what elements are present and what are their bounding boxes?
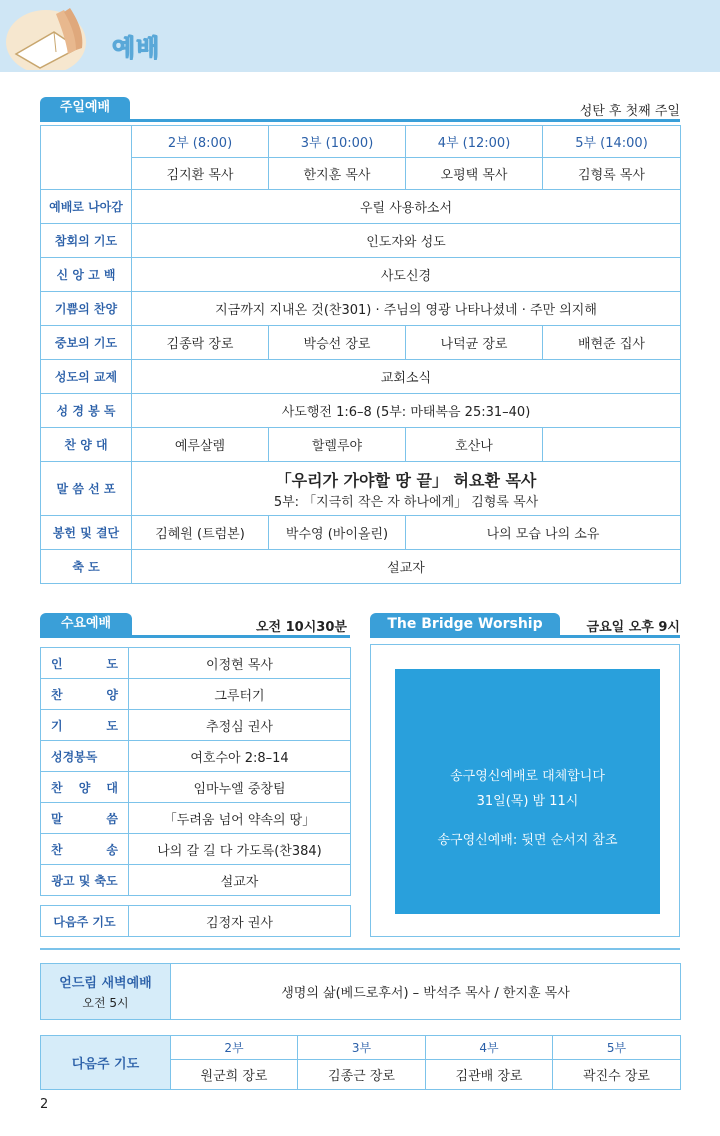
- row-label: 중보의 기도: [41, 326, 132, 360]
- next-week-service: 3부: [298, 1036, 426, 1060]
- row-value: 이정현 목사: [129, 648, 351, 679]
- row-value: 지금까지 지내온 것(찬301) · 주님의 영광 나타나셨네 · 주만 의지해: [132, 292, 681, 326]
- row-label: 찬 양 대: [41, 428, 132, 462]
- row-value: 「두려움 넘어 약속의 땅」: [129, 803, 351, 834]
- pastor-cell: 김형록 목사: [543, 158, 681, 190]
- wednesday-order-table: [40, 647, 351, 896]
- dawn-title: 얻드림 새벽예배: [59, 976, 152, 991]
- bridge-divider: [370, 635, 680, 638]
- next-week-name: 곽진수 장로: [553, 1060, 681, 1090]
- row-value: 나의 갈 길 다 가도록(찬384): [129, 834, 351, 865]
- sunday-divider: [40, 119, 680, 122]
- next-week-service: 5부: [553, 1036, 681, 1060]
- next-week-service: 4부: [426, 1036, 553, 1060]
- row-label: 예배로 나아감: [41, 190, 132, 224]
- pastor-cell: 오평택 목사: [406, 158, 543, 190]
- page-number: 2: [40, 1097, 49, 1112]
- bridge-section-label: The Bridge Worship: [370, 613, 560, 635]
- row-label: 봉헌 및 결단: [41, 516, 132, 550]
- sunday-section-label: 주일예배: [40, 97, 130, 119]
- sermon-sub: 5부: 「지극히 작은 자 하나에게」 김형록 목사: [273, 494, 539, 510]
- row-label: 성경봉독: [41, 741, 129, 772]
- next-week-prayer-table: [40, 1035, 681, 1090]
- bridge-time: 금요일 오후 9시: [586, 620, 680, 635]
- bridge-line1: 송구영신예배로 대체합니다: [450, 769, 605, 784]
- row-value: 배현준 집사: [543, 326, 681, 360]
- row-value: [543, 428, 681, 462]
- next-prayer-label: 다음주 기도: [41, 906, 129, 937]
- row-value: 할렐루야: [269, 428, 406, 462]
- row-label: 찬 송: [41, 834, 129, 865]
- row-label: 신 앙 고 백: [41, 258, 132, 292]
- row-label: 참회의 기도: [41, 224, 132, 258]
- row-value: 여호수아 2:8–14: [129, 741, 351, 772]
- row-label: 성 경 봉 독: [41, 394, 132, 428]
- row-label: 말 씀 선 포: [41, 462, 132, 516]
- service-header: 5부 (14:00): [543, 126, 681, 158]
- row-label: 광고 및 축도: [41, 865, 129, 896]
- row-value: 나덕균 장로: [406, 326, 543, 360]
- row-label: 인 도: [41, 648, 129, 679]
- row-label: 기쁨의 찬양: [41, 292, 132, 326]
- corner-cell: [41, 126, 132, 190]
- next-week-name: 원군희 장로: [171, 1060, 298, 1090]
- row-value: 그루터기: [129, 679, 351, 710]
- row-value: 나의 모습 나의 소유: [406, 516, 681, 550]
- row-value: 설교자: [132, 550, 681, 584]
- next-week-service: 2부: [171, 1036, 298, 1060]
- row-value: 교회소식: [132, 360, 681, 394]
- wednesday-divider: [40, 635, 350, 638]
- row-label: 말 씀: [41, 803, 129, 834]
- service-header: 2부 (8:00): [132, 126, 269, 158]
- bridge-notice: [395, 669, 660, 914]
- row-value: 추정심 권사: [129, 710, 351, 741]
- row-value: 인도자와 성도: [132, 224, 681, 258]
- bridge-notice-box: [370, 644, 680, 937]
- row-value: 예루살렘: [132, 428, 269, 462]
- dawn-time: 오전 5시: [82, 996, 129, 1010]
- section-divider: [40, 948, 680, 950]
- next-week-name: 김종근 장로: [298, 1060, 426, 1090]
- row-value: 사도신경: [132, 258, 681, 292]
- wednesday-time: 오전 10시30분: [256, 620, 347, 635]
- pastor-cell: 한지훈 목사: [269, 158, 406, 190]
- row-value: 김혜원 (트럼본): [132, 516, 269, 550]
- row-label: 찬 양 대: [41, 772, 129, 803]
- sunday-subtitle: 성탄 후 첫째 주일: [579, 104, 680, 119]
- dawn-title-cell: [41, 964, 171, 1020]
- row-value: 설교자: [129, 865, 351, 896]
- dawn-value: 생명의 삶(베드로후서) – 박석주 목사 / 한지훈 목사: [171, 964, 681, 1020]
- row-value: 사도행전 1:6–8 (5부: 마태복음 25:31–40): [132, 394, 681, 428]
- row-value: 호산나: [406, 428, 543, 462]
- pastor-cell: 김지환 목사: [132, 158, 269, 190]
- sermon-cell: [132, 462, 681, 516]
- row-label: 축 도: [41, 550, 132, 584]
- page-title: 예배: [112, 34, 161, 62]
- row-value: 임마누엘 중창팀: [129, 772, 351, 803]
- bridge-line2: 31일(목) 밤 11시: [476, 794, 579, 809]
- bridge-line3: 송구영신예배: 뒷면 순서지 참조: [437, 833, 618, 848]
- next-week-label: 다음주 기도: [41, 1036, 171, 1090]
- row-label: 찬 양: [41, 679, 129, 710]
- row-label: 기 도: [41, 710, 129, 741]
- row-value: 김종락 장로: [132, 326, 269, 360]
- row-value: 박승선 장로: [269, 326, 406, 360]
- page-header: [0, 0, 720, 72]
- sunday-order-table: [40, 125, 681, 584]
- row-value: 우릴 사용하소서: [132, 190, 681, 224]
- wednesday-section-label: 수요예배: [40, 613, 132, 635]
- dawn-service-table: [40, 963, 681, 1020]
- row-value: 박수영 (바이올린): [269, 516, 406, 550]
- next-week-name: 김관배 장로: [426, 1060, 553, 1090]
- row-label: 성도의 교제: [41, 360, 132, 394]
- sermon-title: 「우리가 가야할 땅 끝」 허요환 목사: [275, 470, 537, 490]
- service-header: 3부 (10:00): [269, 126, 406, 158]
- wednesday-next-prayer-table: [40, 905, 351, 937]
- praying-hands-bible-illustration: [6, 2, 96, 70]
- service-header: 4부 (12:00): [406, 126, 543, 158]
- next-prayer-value: 김정자 권사: [129, 906, 351, 937]
